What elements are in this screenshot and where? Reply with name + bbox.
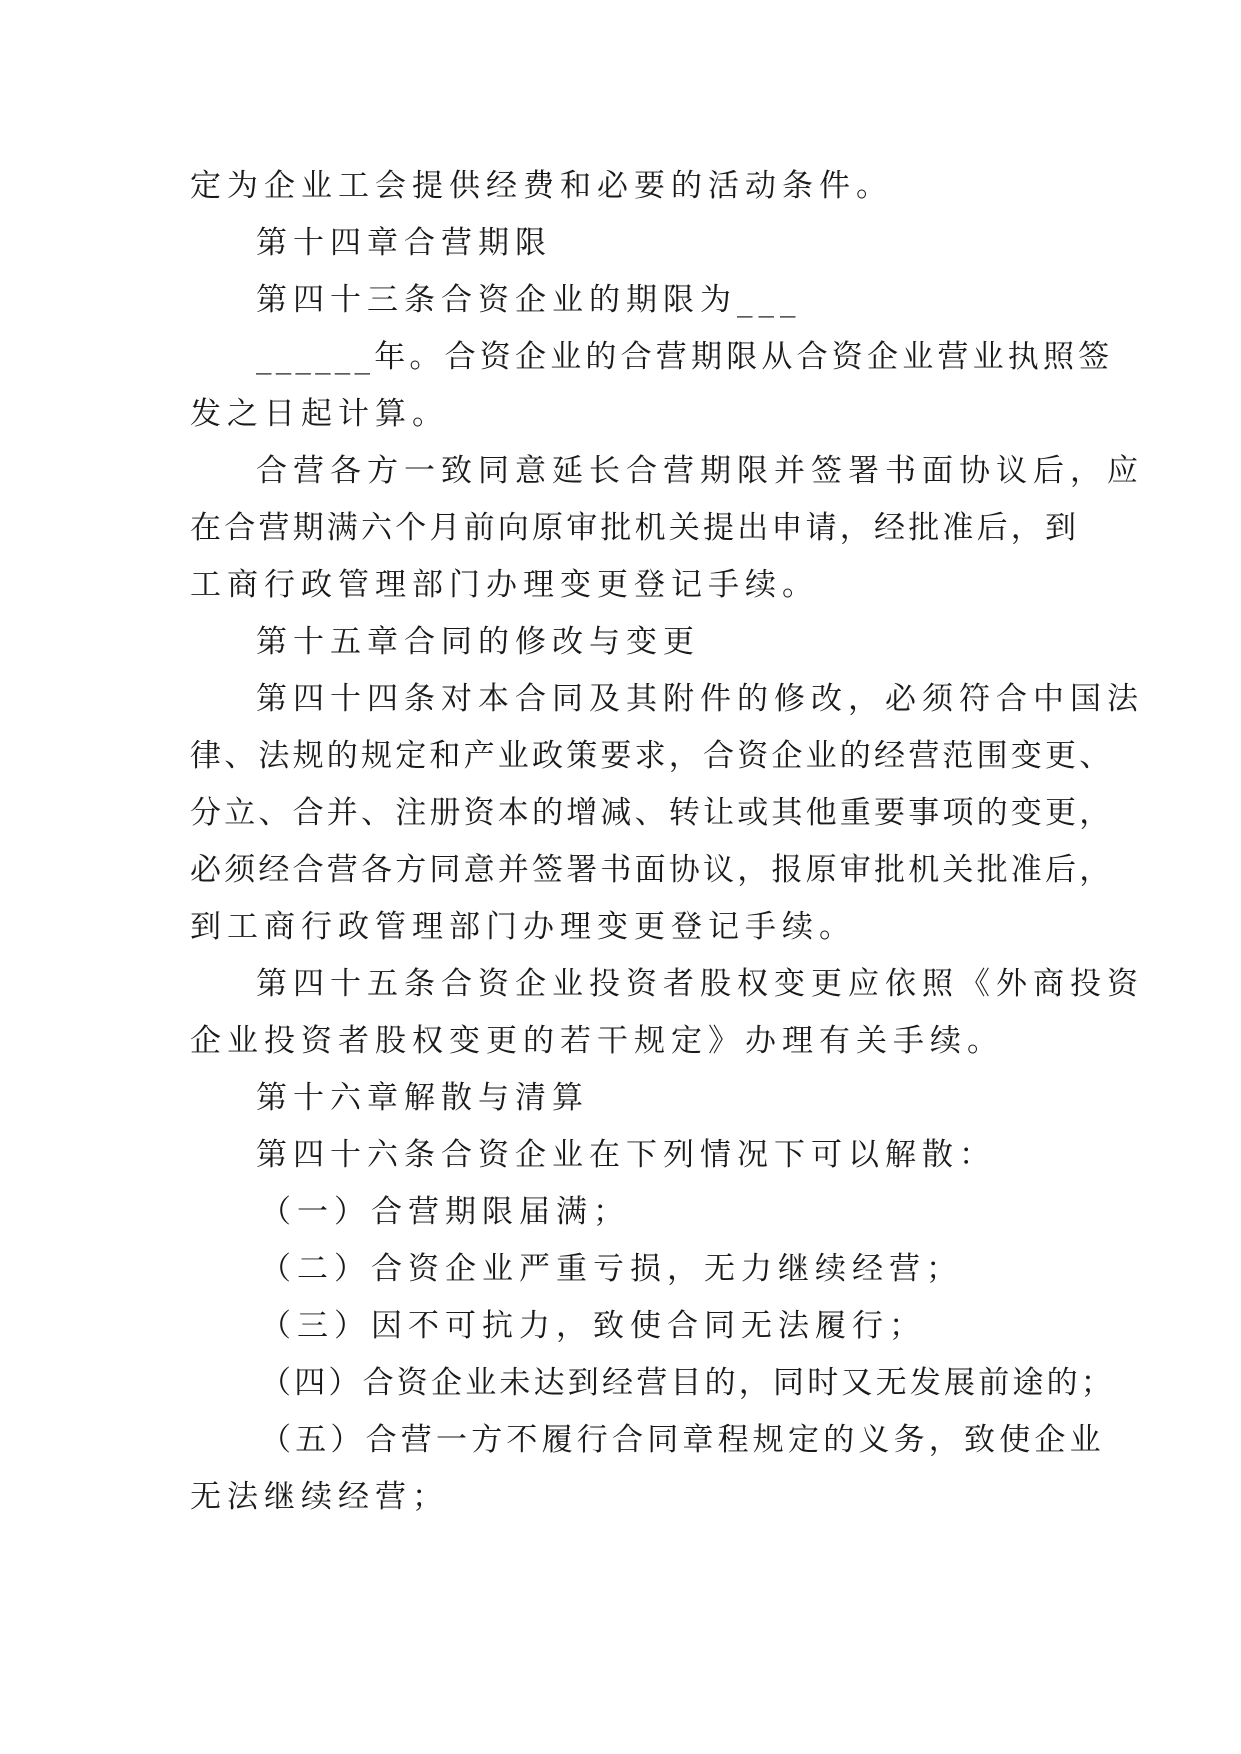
article-line: 第四十六条合资企业在下列情况下可以解散：: [256, 1137, 996, 1173]
list-item: （二）合资企业严重亏损，无力继续经营；: [260, 1251, 963, 1287]
text-line: 必须经合营各方同意并签署书面协议，报原审批机关批准后，: [190, 852, 1114, 888]
text-line: 合营各方一致同意延长合营期限并签署书面协议后，应: [256, 453, 1144, 489]
text-line: 律、法规的规定和产业政策要求，合资企业的经营范围变更、: [190, 738, 1114, 774]
text-line: 分立、合并、注册资本的增减、转让或其他重要事项的变更，: [190, 795, 1114, 831]
text-line: 在合营期满六个月前向原审批机关提出申请，经批准后，到: [190, 510, 1080, 546]
article-line: 第四十三条合资企业的期限为___: [256, 282, 802, 318]
list-item: （三）因不可抗力，致使合同无法履行；: [260, 1308, 926, 1344]
article-line: 第四十五条合资企业投资者股权变更应依照《外商投资: [256, 966, 1144, 1002]
text-line: 定为企业工会提供经费和必要的活动条件。: [190, 168, 893, 204]
text-line: 到工商行政管理部门办理变更登记手续。: [190, 909, 856, 945]
list-item: （四）合资企业未达到经营目的，同时又无发展前途的；: [260, 1365, 1115, 1401]
chapter-heading: 第十五章合同的修改与变更: [256, 624, 700, 660]
chapter-heading: 第十四章合营期限: [256, 225, 552, 261]
list-item: （一）合营期限届满；: [260, 1194, 630, 1230]
article-line: 第四十四条对本合同及其附件的修改，必须符合中国法: [256, 681, 1144, 717]
text-line: 发之日起计算。: [190, 396, 449, 432]
text-line: 企业投资者股权变更的若干规定》办理有关手续。: [190, 1023, 1004, 1059]
text-line: 无法继续经营；: [190, 1479, 449, 1515]
chapter-heading: 第十六章解散与清算: [256, 1080, 589, 1116]
list-item: （五）合营一方不履行合同章程规定的义务，致使企业: [260, 1422, 1105, 1458]
text-line: ______年。合资企业的合营期限从合资企业营业执照签: [256, 339, 1114, 375]
text-line: 工商行政管理部门办理变更登记手续。: [190, 567, 819, 603]
